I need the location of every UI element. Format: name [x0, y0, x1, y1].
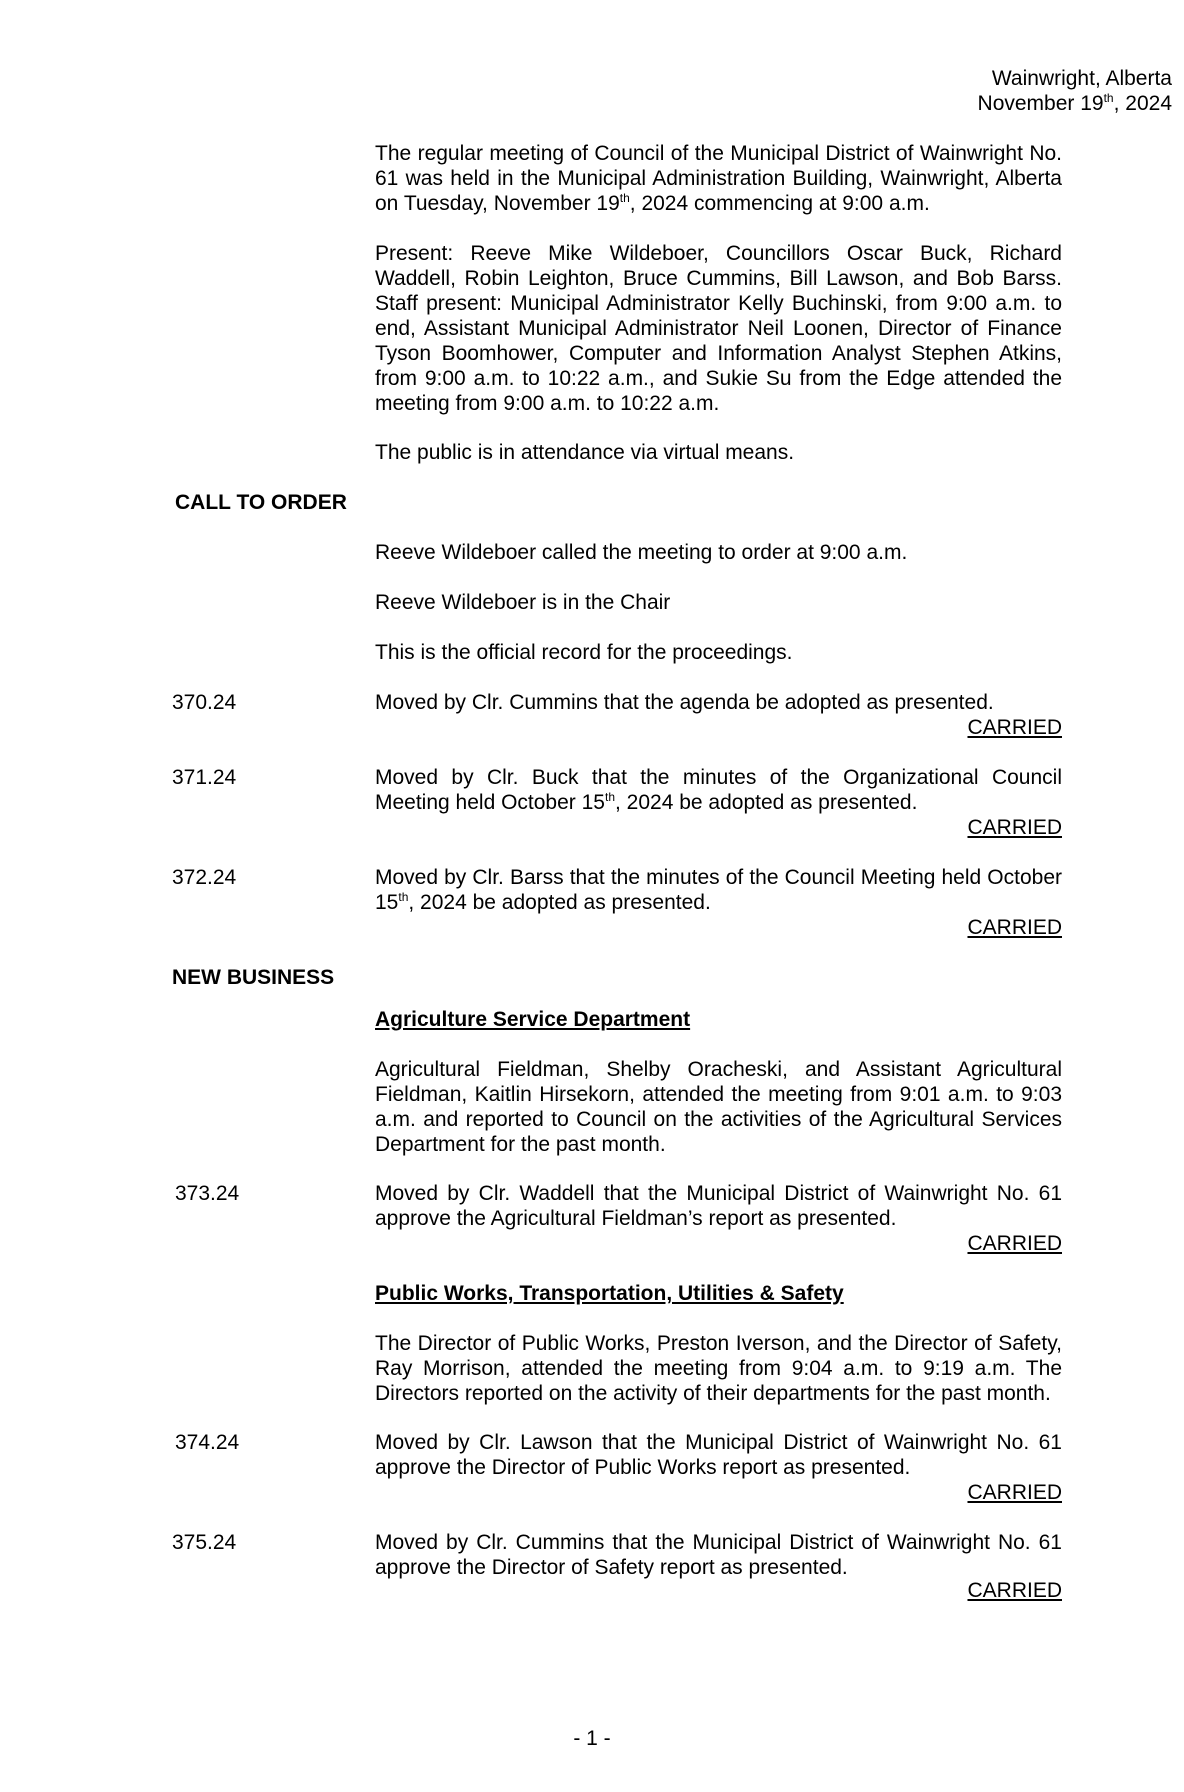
motion-text: Moved by Clr. Cummins that the Municipal District of Wainwright No. 61 approve the Director of Safety report as presented.	[375, 1531, 1062, 1579]
attendance-paragraph: Present: Reeve Mike Wildeboer, Councillors Oscar Buck, Richard Waddell, Robin Leighton, Bruce Cummins, Bill Lawson, and Bob Barss. Staff present: Municipal Administrator Kelly Buchinski, from 9:00 a.m. to end, Assistant Municipal Administrator Neil Loonen, Director of Finance Tyson Boomhower, Computer and Information Analyst Stephen Atkins, from 9:00 a.m. to 10:22 a.m., and Sukie Su from the Edge attended the meeting from 9:00 a.m. to 10:22 a.m.	[375, 242, 1062, 415]
header-date: November 19th, 2024	[977, 91, 1172, 115]
section-heading-new-business: NEW BUSINESS	[172, 966, 335, 989]
public-works-report-text: The Director of Public Works, Preston Iverson, and the Director of Safety, Ray Morrison, attended the meeting from 9:04 a.m. to 9:19 a.m. The Directors reported on the activity of their departments for the past month.	[375, 1332, 1062, 1405]
motion-result: CARRIED	[967, 716, 1062, 739]
official-record-line: This is the official record for the proceedings.	[375, 641, 793, 664]
page-header	[978, 66, 1172, 116]
motion-number: 373.24	[175, 1182, 240, 1205]
motion-result: CARRIED	[967, 1232, 1062, 1255]
public-attendance: The public is in attendance via virtual means.	[375, 441, 795, 464]
subsection-public-works: Public Works, Transportation, Utilities & Safety	[375, 1282, 844, 1305]
motion-number: 371.24	[172, 766, 237, 789]
section-heading-call-to-order: CALL TO ORDER	[175, 491, 347, 514]
intro-paragraph: The regular meeting of Council of the Municipal District of Wainwright No. 61 was held in the Municipal Administration Building, Wainwright, Alberta on Tuesday, November 19th, 2024 commencing at 9:00 a.m.	[375, 142, 1062, 215]
motion-text: Moved by Clr. Barss that the minutes of the Council Meeting held October 15th, 2024 be adopted as presented.	[375, 866, 1062, 914]
motion-number: 370.24	[172, 691, 237, 714]
motion-result: CARRIED	[967, 1579, 1062, 1602]
motion-number: 374.24	[175, 1431, 240, 1454]
motion-text: Moved by Clr. Waddell that the Municipal District of Wainwright No. 61 approve the Agricultural Fieldman’s report as presented.	[375, 1182, 1062, 1230]
motion-result: CARRIED	[967, 916, 1062, 939]
motion-result: CARRIED	[967, 1481, 1062, 1504]
motion-number: 372.24	[172, 866, 237, 889]
motion-text: Moved by Clr. Lawson that the Municipal District of Wainwright No. 61 approve the Director of Public Works report as presented.	[375, 1431, 1062, 1479]
motion-result: CARRIED	[967, 816, 1062, 839]
motion-number: 375.24	[172, 1531, 237, 1554]
agriculture-report-text: Agricultural Fieldman, Shelby Oracheski, and Assistant Agricultural Fieldman, Kaitlin Hirsekorn, attended the meeting from 9:01 a.m. to 9:03 a.m. and reported to Council on the activities of the Agricultural Services Department for the past month.	[375, 1058, 1062, 1156]
subsection-agriculture: Agriculture Service Department	[375, 1008, 691, 1031]
page-number: - 1 -	[573, 1727, 611, 1750]
call-to-order-line: Reeve Wildeboer called the meeting to order at 9:00 a.m.	[375, 541, 908, 564]
motion-text: Moved by Clr. Cummins that the agenda be adopted as presented.	[375, 691, 994, 714]
header-location: Wainwright, Alberta	[991, 67, 1172, 90]
chair-line: Reeve Wildeboer is in the Chair	[375, 591, 671, 614]
motion-text: Moved by Clr. Buck that the minutes of the Organizational Council Meeting held October 15th, 2024 be adopted as presented.	[375, 766, 1062, 814]
